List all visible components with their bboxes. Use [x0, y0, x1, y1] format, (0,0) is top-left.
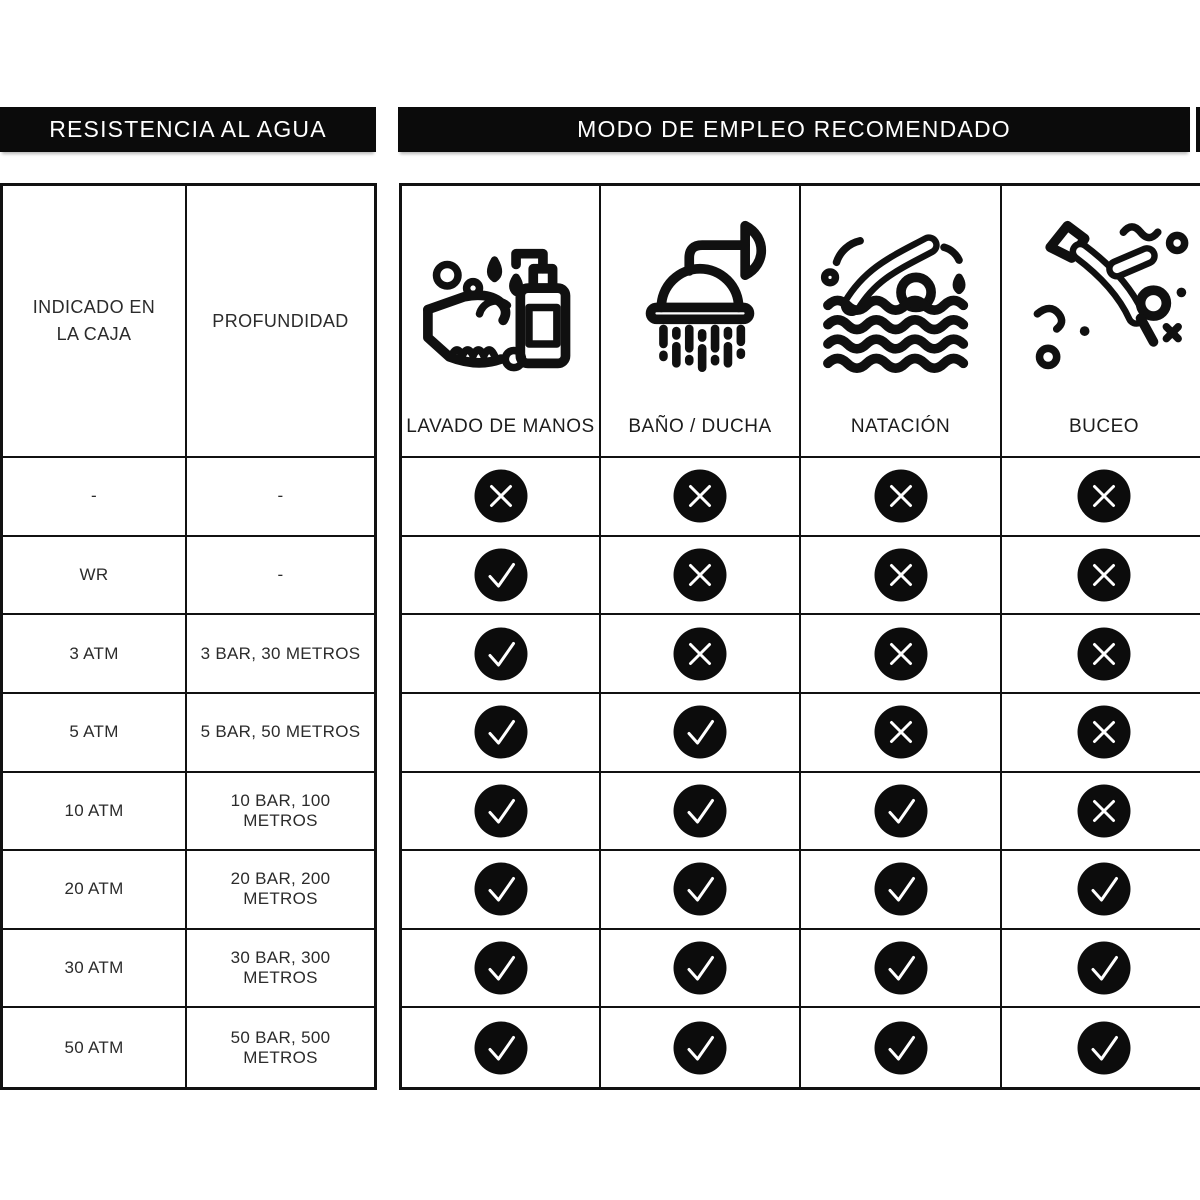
- caja-value: 30 ATM: [3, 930, 187, 1009]
- cross-mark: [801, 615, 1002, 694]
- check-mark: [601, 851, 801, 930]
- cross-mark: [601, 537, 801, 616]
- cross-mark: [601, 615, 801, 694]
- check-mark: [402, 615, 601, 694]
- check-mark: [402, 930, 601, 1009]
- cross-mark: [1002, 773, 1200, 852]
- usage-column-handwash: [402, 186, 601, 458]
- profundidad-value: -: [187, 458, 374, 537]
- cross-mark: [801, 458, 1002, 537]
- check-mark: [801, 851, 1002, 930]
- usage-column-diving: [1002, 186, 1200, 458]
- check-mark: [402, 537, 601, 616]
- column-header-profundidad: PROFUNDIDAD: [187, 186, 374, 458]
- check-mark: [402, 773, 601, 852]
- caja-value: 50 ATM: [3, 1008, 187, 1087]
- cross-mark: [801, 694, 1002, 773]
- profundidad-value: -: [187, 537, 374, 616]
- cross-mark: [402, 458, 601, 537]
- usage-column-shower: [601, 186, 801, 458]
- usage-column-swimming: [801, 186, 1002, 458]
- caja-value: -: [3, 458, 187, 537]
- caja-value: 3 ATM: [3, 615, 187, 694]
- check-mark: [601, 930, 801, 1009]
- check-mark: [1002, 930, 1200, 1009]
- usage-column-label: BUCEO: [1068, 416, 1140, 437]
- diving-icon: [1018, 215, 1190, 387]
- caja-value: 20 ATM: [3, 851, 187, 930]
- usage-table: [399, 183, 1200, 1090]
- right-header-bar: [398, 107, 1190, 152]
- profundidad-value: 5 BAR, 50 METROS: [187, 694, 374, 773]
- cross-mark: [1002, 694, 1200, 773]
- profundidad-value: 20 BAR, 200 METROS: [187, 851, 374, 930]
- cross-mark: [801, 537, 1002, 616]
- usage-column-label: BAÑO / DUCHA: [628, 416, 772, 437]
- check-mark: [402, 1008, 601, 1087]
- check-mark: [801, 1008, 1002, 1087]
- usage-column-label: LAVADO DE MANOS: [406, 416, 595, 437]
- resistance-table: [0, 183, 377, 1090]
- cross-mark: [1002, 537, 1200, 616]
- check-mark: [1002, 1008, 1200, 1087]
- header-bar-fragment: [1196, 107, 1200, 152]
- icon-wrap: [402, 186, 599, 416]
- profundidad-value: 30 BAR, 300 METROS: [187, 930, 374, 1009]
- handwash-icon: [415, 215, 587, 387]
- check-mark: [402, 694, 601, 773]
- usage-column-label: NATACIÓN: [850, 416, 951, 437]
- check-mark: [402, 851, 601, 930]
- left-header-bar: [0, 107, 376, 152]
- check-mark: [601, 773, 801, 852]
- check-mark: [801, 773, 1002, 852]
- swimming-icon: [815, 215, 987, 387]
- caja-value: 5 ATM: [3, 694, 187, 773]
- column-header-caja: INDICADO EN LA CAJA: [3, 186, 187, 458]
- profundidad-value: 10 BAR, 100 METROS: [187, 773, 374, 852]
- check-mark: [601, 694, 801, 773]
- left-header-title: RESISTENCIA AL AGUA: [49, 116, 327, 142]
- caja-value: WR: [3, 537, 187, 616]
- profundidad-value: 50 BAR, 500 METROS: [230, 1027, 331, 1067]
- cross-mark: [1002, 615, 1200, 694]
- cross-mark: [601, 458, 801, 537]
- icon-wrap: [601, 186, 799, 416]
- icon-wrap: [801, 186, 1000, 416]
- profundidad-value: 3 BAR, 30 METROS: [187, 615, 374, 694]
- check-mark: [1002, 851, 1200, 930]
- caja-value: 10 ATM: [3, 773, 187, 852]
- right-header-title: MODO DE EMPLEO RECOMENDADO: [577, 116, 1011, 142]
- icon-wrap: [1002, 186, 1200, 416]
- cross-mark: [1002, 458, 1200, 537]
- check-mark: [801, 930, 1002, 1009]
- check-mark: [601, 1008, 801, 1087]
- shower-icon: [614, 215, 786, 387]
